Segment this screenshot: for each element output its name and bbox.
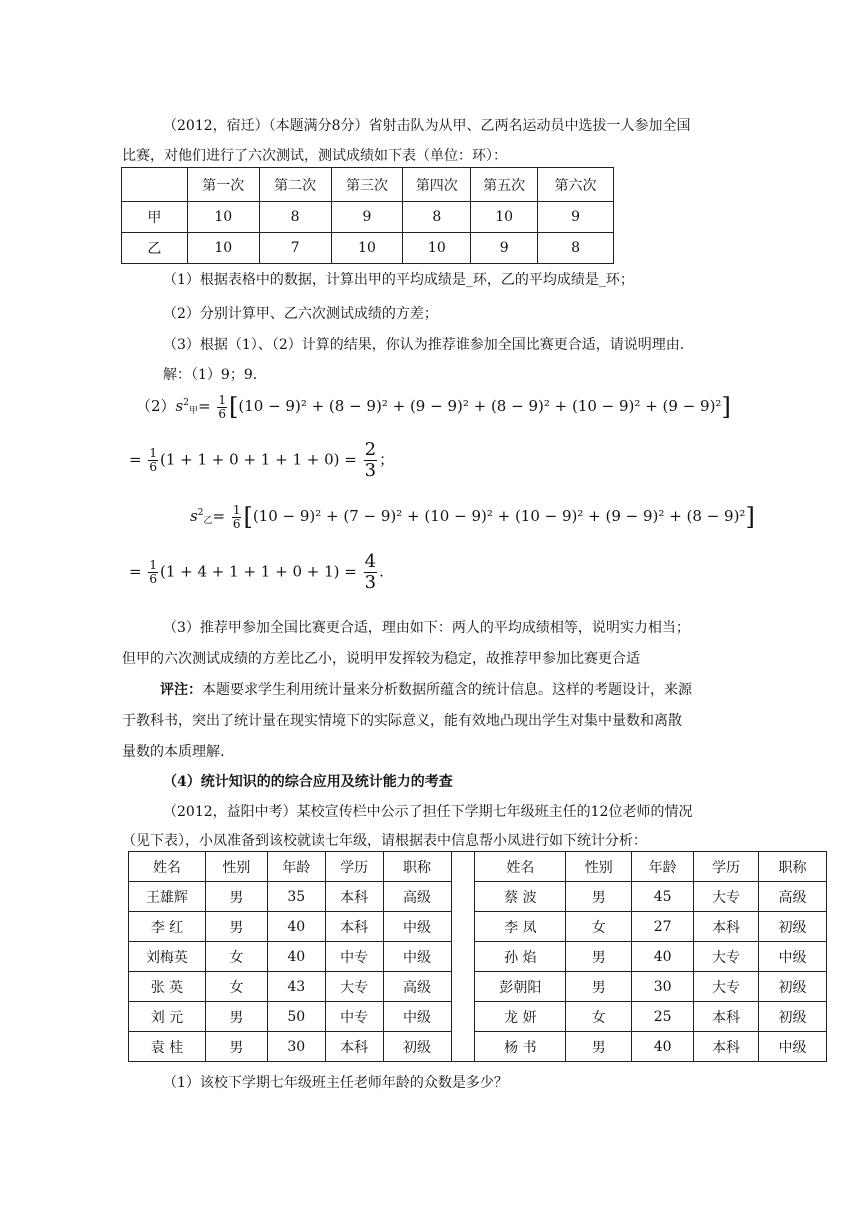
table-cell: 中级 — [383, 942, 451, 972]
table-cell: 男 — [205, 882, 267, 912]
answer3-line1: （3）推荐甲参加全国比赛更合适，理由如下：两人的平均成绩相等，说明实力相当； — [163, 620, 690, 636]
answer3-line2: 但甲的六次测试成绩的方差比乙小，说明甲发挥较为稳定，故推荐甲参加比赛更合适 — [122, 651, 640, 667]
table-row — [129, 912, 827, 942]
variance-jia-result — [129, 440, 394, 481]
problem1-line2: 比赛，对他们进行了六次测试，测试成绩如下表（单位：环）： — [122, 148, 507, 164]
table-cell: 性别 — [205, 852, 267, 882]
table-cell: 中级 — [383, 1002, 451, 1032]
table-cell: 大专 — [325, 972, 383, 1002]
equals-sign: = — [129, 562, 142, 581]
table-row — [122, 233, 614, 264]
table-cell: 刘 元 — [129, 1002, 206, 1032]
table-cell: 40 — [632, 1032, 694, 1062]
table-cell: 职称 — [383, 852, 451, 882]
table-cell: 初级 — [759, 1002, 827, 1032]
table-cell: 中专 — [325, 942, 383, 972]
table-cell: 中专 — [325, 1002, 383, 1032]
yi-terms: (10 − 9)² + (7 − 9)² + (10 − 9)² + (10 − 9)² + (9 − 9)² + (8 − 9)² — [252, 507, 746, 525]
header-row — [129, 852, 827, 882]
comment-line2: 于教科书，突出了统计量在现实情境下的实际意义，能有效地凸现出学生对集中量数和离散 — [122, 713, 682, 729]
table-cell: 9 — [471, 233, 538, 264]
denominator: 6 — [232, 516, 241, 531]
table-cell — [122, 168, 188, 202]
table-cell: 男 — [566, 882, 632, 912]
numerator: 2 — [364, 439, 377, 460]
fraction-one-sixth — [217, 394, 227, 421]
table-cell: 大专 — [694, 882, 759, 912]
jia-sum: (1 + 1 + 0 + 1 + 1 + 0) — [160, 450, 340, 469]
denominator: 3 — [364, 572, 377, 593]
table-cell: 第四次 — [403, 168, 471, 202]
numerator: 1 — [218, 392, 226, 407]
table-cell: 年龄 — [267, 852, 325, 882]
question-4: （1）该校下学期七年级班主任老师年龄的众数是多少？ — [163, 1075, 508, 1091]
table-cell: 男 — [566, 1032, 632, 1062]
variance-symbol: s — [190, 507, 198, 525]
table-cell: 40 — [632, 942, 694, 972]
table-cell: 姓名 — [129, 852, 206, 882]
table-row — [129, 1032, 827, 1062]
table-cell: 中级 — [759, 942, 827, 972]
table-cell: 中级 — [383, 912, 451, 942]
table-cell: 10 — [403, 233, 471, 264]
table-row — [122, 202, 614, 233]
table-cell: 男 — [205, 1002, 267, 1032]
table-cell: 李 凤 — [475, 912, 566, 942]
table-cell: 30 — [632, 972, 694, 1002]
table-cell: 8 — [259, 202, 331, 233]
table-cell: 本科 — [325, 912, 383, 942]
denominator: 3 — [364, 460, 377, 481]
table-cell: 50 — [267, 1002, 325, 1032]
table-cell: 男 — [566, 972, 632, 1002]
table-cell: 10 — [331, 233, 403, 264]
equals-sign: = — [198, 397, 211, 415]
table-cell: 李 红 — [129, 912, 206, 942]
table-cell: 男 — [205, 1032, 267, 1062]
table-cell: 男 — [205, 912, 267, 942]
table-row — [129, 882, 827, 912]
section-4-heading: （4）统计知识的的综合应用及统计能力的考查 — [163, 774, 453, 790]
table-cell: 大专 — [694, 972, 759, 1002]
table-cell: 姓名 — [475, 852, 566, 882]
variance-jia-formula: $(2)s^2_甲=$ $\frac{1}{6}$ [(10 − 9)² + (8 − 9)² + (9 − 9)² + (8 − 9)² + (10 − 9)² + (9 − 9)²] — [136, 392, 731, 421]
table-cell: 初级 — [759, 912, 827, 942]
table-cell: 30 — [267, 1032, 325, 1062]
numerator: 1 — [149, 558, 157, 572]
table-cell: 年龄 — [632, 852, 694, 882]
table-cell: 第六次 — [538, 168, 614, 202]
square-sup: 2 — [197, 508, 204, 518]
numerator: 1 — [149, 446, 157, 460]
table-cell: 高级 — [759, 882, 827, 912]
table-cell: 学历 — [325, 852, 383, 882]
table-cell: 第五次 — [471, 168, 538, 202]
header-row — [122, 168, 614, 202]
table-cell: 彭朝阳 — [475, 972, 566, 1002]
table-cell: 25 — [632, 1002, 694, 1032]
numerator: 1 — [232, 502, 241, 517]
table-cell: 40 — [267, 912, 325, 942]
problem2-line2: （见下表），小凤准备到该校就读七年级，请根据表中信息帮小凤进行如下统计分析： — [122, 833, 647, 849]
part-label: （2） — [136, 397, 176, 415]
table-cell: 第三次 — [331, 168, 403, 202]
table-cell: 初级 — [759, 972, 827, 1002]
table-cell: 高级 — [383, 972, 451, 1002]
denominator: 6 — [149, 572, 157, 586]
table-cell: 女 — [205, 972, 267, 1002]
semicolon: ； — [379, 450, 395, 469]
table-cell: 9 — [331, 202, 403, 233]
table-cell: 本科 — [694, 1032, 759, 1062]
table-cell: 袁 桂 — [129, 1032, 206, 1062]
table-cell: 10 — [471, 202, 538, 233]
question-2: （2）分别计算甲、乙六次测试成绩的方差； — [163, 306, 438, 322]
variance-yi-result — [129, 552, 384, 593]
yi-sum: (1 + 4 + 1 + 1 + 0 + 1) — [160, 562, 340, 581]
numerator: 4 — [364, 551, 377, 572]
table-cell: 7 — [259, 233, 331, 264]
denominator: 6 — [149, 460, 157, 474]
variance-symbol: s — [175, 397, 184, 415]
table-cell: 35 — [267, 882, 325, 912]
table-cell: 女 — [566, 1002, 632, 1032]
table-cell: 10 — [187, 233, 259, 264]
table-cell: 中级 — [759, 1032, 827, 1062]
question-1: （1）根据表格中的数据，计算出甲的平均成绩是_环，乙的平均成绩是_环； — [163, 272, 634, 288]
table-cell: 27 — [632, 912, 694, 942]
table-cell: 女 — [566, 912, 632, 942]
equals-sign: = — [344, 450, 357, 469]
table-row — [129, 942, 827, 972]
table-cell: 性别 — [566, 852, 632, 882]
table-cell: 杨 书 — [475, 1032, 566, 1062]
problem2-line1: （2012，益阳中考）某校宣传栏中公示了担任下学期七年级班主任的12位老师的情况 — [163, 804, 693, 820]
table-cell: 蔡 波 — [475, 882, 566, 912]
equals-sign: = — [212, 507, 226, 525]
table-cell: 8 — [403, 202, 471, 233]
comment-text: 本题要求学生利用统计量来分析数据所蕴含的统计信息。这样的考题设计，来源 — [202, 682, 692, 698]
fraction-two-thirds — [364, 440, 377, 481]
table-cell: 10 — [187, 202, 259, 233]
table-cell: 学历 — [694, 852, 759, 882]
table-cell: 孙 焰 — [475, 942, 566, 972]
teacher-table — [128, 851, 827, 1062]
table-cell: 乙 — [122, 233, 188, 264]
problem1-line1: （2012，宿迁）（本题满分8分）省射击队为从甲、乙两名运动员中选拔一人参加全国 — [163, 118, 691, 134]
fraction-one-sixth — [232, 504, 242, 531]
fraction-one-sixth — [148, 559, 158, 586]
comment-line1 — [160, 680, 692, 700]
table-cell: 张 英 — [129, 972, 206, 1002]
table-cell: 9 — [538, 202, 614, 233]
comment-line3: 量数的本质理解. — [122, 744, 225, 760]
equals-sign: = — [129, 450, 142, 469]
table-gap — [451, 852, 475, 1062]
question-3: （3）根据（1）、（2）计算的结果，你认为推荐谁参加全国比赛更合适，请说明理由. — [163, 337, 685, 353]
solution-1: 解：（1）9；9. — [163, 367, 258, 383]
score-table — [121, 167, 614, 264]
square-sup: 2 — [183, 398, 189, 408]
table-cell: 本科 — [325, 1032, 383, 1062]
jia-terms: (10 − 9)² + (8 − 9)² + (9 − 9)² + (8 − 9)² + (10 − 9)² + (9 − 9)² — [238, 397, 722, 415]
comment-label: 评注： — [160, 682, 202, 698]
denominator: 6 — [218, 406, 226, 421]
table-cell: 刘梅英 — [129, 942, 206, 972]
table-cell: 初级 — [383, 1032, 451, 1062]
table-row — [129, 972, 827, 1002]
table-row — [129, 1002, 827, 1032]
fraction-one-sixth — [148, 447, 158, 474]
table-cell: 本科 — [325, 882, 383, 912]
table-cell: 王雄辉 — [129, 882, 206, 912]
table-cell: 职称 — [759, 852, 827, 882]
table-cell: 8 — [538, 233, 614, 264]
table-cell: 男 — [566, 942, 632, 972]
variance-yi-formula: $s^2_乙=$ $\frac{1}{6}$ [(10 − 9)² + (7 − 9)² + (10 − 9)² + (10 − 9)² + (9 − 9)² + (8 − 9)²] — [190, 502, 755, 531]
table-cell: 45 — [632, 882, 694, 912]
period: . — [379, 562, 384, 581]
table-cell: 甲 — [122, 202, 188, 233]
table-cell: 龙 妍 — [475, 1002, 566, 1032]
table-cell: 大专 — [694, 942, 759, 972]
equals-sign: = — [344, 562, 357, 581]
fraction-four-thirds — [364, 552, 377, 593]
table-cell: 本科 — [694, 1002, 759, 1032]
subscript-yi: 乙 — [203, 516, 213, 526]
table-cell: 本科 — [694, 912, 759, 942]
subscript-jia: 甲 — [188, 406, 198, 416]
table-cell: 40 — [267, 942, 325, 972]
table-cell: 高级 — [383, 882, 451, 912]
table-cell: 43 — [267, 972, 325, 1002]
table-cell: 第二次 — [259, 168, 331, 202]
table-cell: 第一次 — [187, 168, 259, 202]
table-cell: 女 — [205, 942, 267, 972]
